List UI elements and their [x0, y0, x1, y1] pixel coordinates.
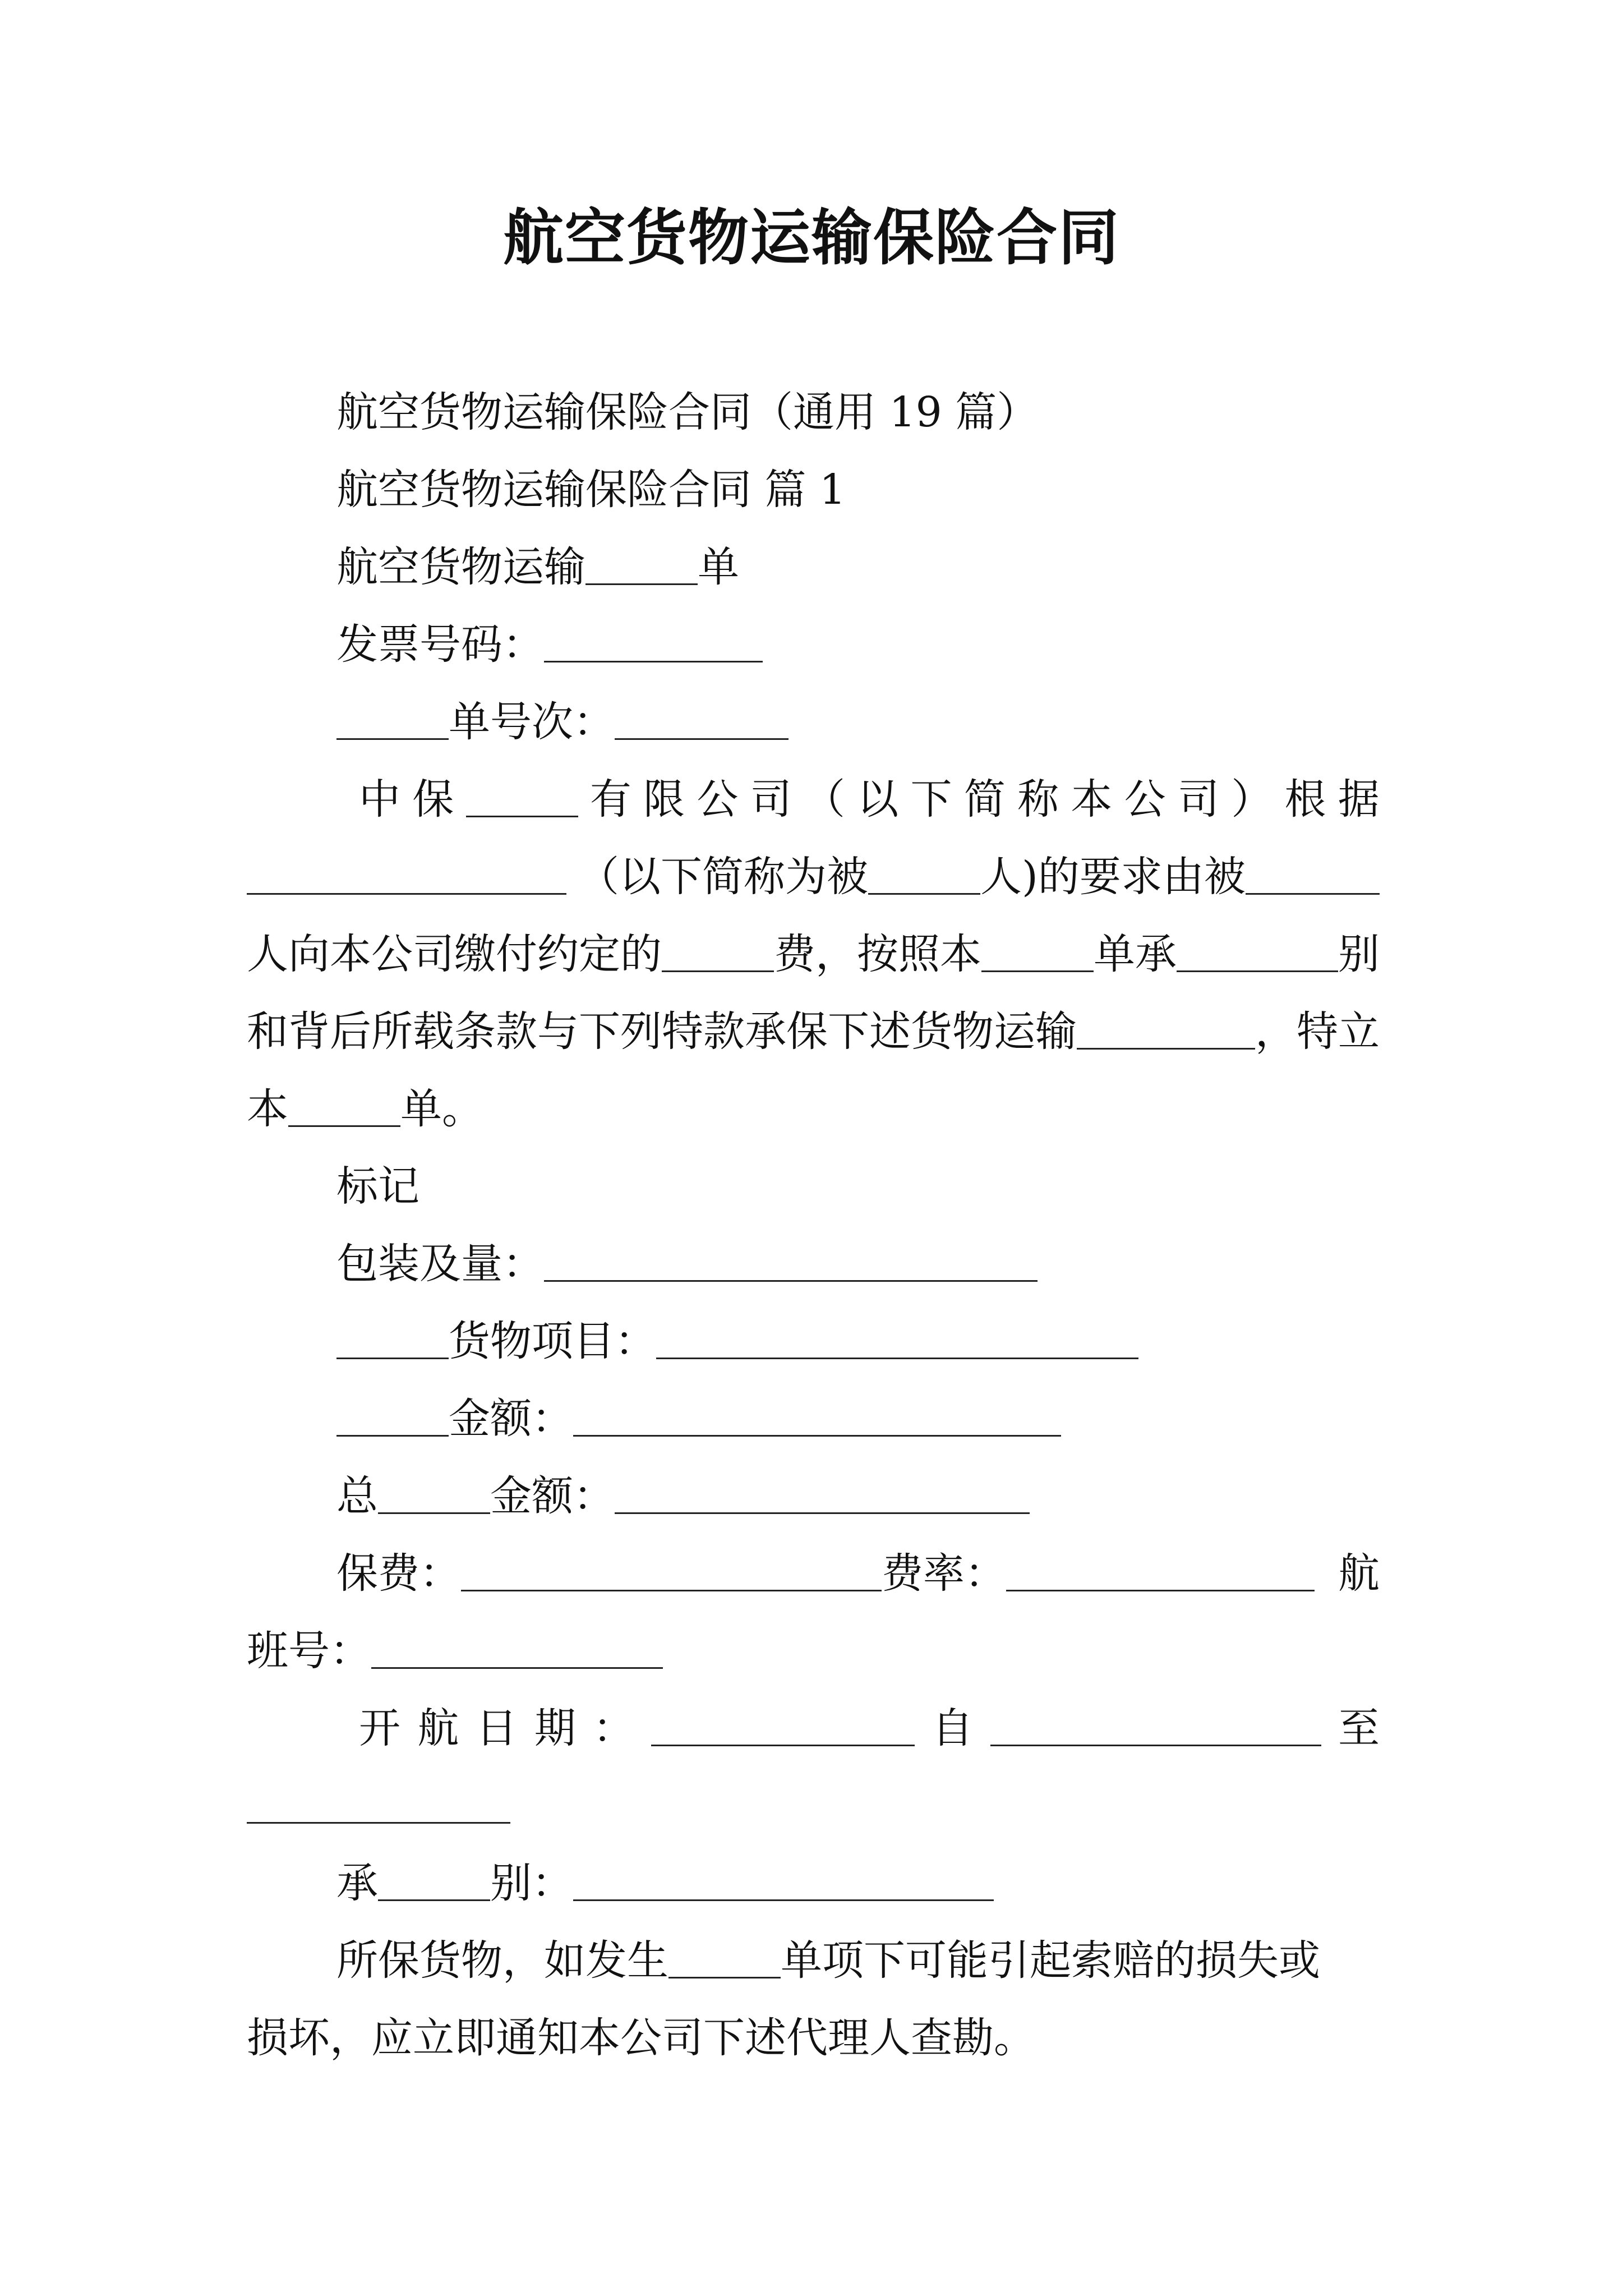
carrier-blank: [573, 1866, 994, 1901]
char: 本: [1071, 775, 1113, 823]
blank-field: [336, 1401, 449, 1437]
blank-field: [1246, 859, 1380, 895]
paragraph-1-line-3: [247, 915, 1380, 993]
char: 自: [932, 1704, 974, 1752]
paragraph-1-line-5: [247, 1070, 1380, 1148]
amount-blank: [573, 1401, 1061, 1437]
blank-field: [1177, 937, 1338, 972]
from-blank: [990, 1711, 1321, 1746]
blank-field: [378, 1866, 490, 1901]
rate-label: 费率：: [882, 1549, 1006, 1598]
invoice-line: [247, 605, 1380, 684]
char: 日: [476, 1704, 518, 1752]
char: 简: [963, 775, 1006, 823]
document-title: 航空货物运输保险合同: [502, 203, 1120, 273]
text-segment: 单。: [400, 1085, 483, 1133]
packing-label: 包装及量：: [336, 1240, 544, 1288]
order-number-label: 单号次：: [449, 698, 615, 746]
to-blank: [247, 1788, 510, 1824]
blank-field: [1077, 1014, 1255, 1050]
text-segment: 承: [336, 1859, 378, 1907]
text-segment: 人向本公司缴付约定的: [247, 930, 662, 978]
paragraph-1-line-1: [359, 760, 1380, 839]
text-segment: 总: [336, 1472, 378, 1520]
char: 称: [1017, 775, 1059, 823]
total-amount-line: [247, 1457, 1380, 1535]
char: 航: [417, 1704, 459, 1752]
waybill-line: [247, 528, 1380, 606]
blank-field: [585, 550, 698, 585]
invoice-blank: [544, 627, 763, 662]
carrier-label: 别：: [490, 1859, 573, 1907]
text-segment: 和背后所载条款与下列特款承保下述货物运输: [247, 1007, 1077, 1056]
packing-blank: [544, 1246, 1038, 1282]
blank-field: [336, 705, 449, 740]
flight-number-line: [247, 1612, 1380, 1690]
document-subtitle: 航空货物运输保险合同（通用 19 篇）: [336, 388, 1039, 436]
char: 司: [1177, 775, 1219, 823]
total-amount-label: 金额：: [490, 1472, 615, 1520]
departure-date-blank: [651, 1711, 915, 1746]
paragraph-2-line-1: [247, 1921, 1380, 2000]
text-segment: 单项下可能引起索赔的损失或: [781, 1936, 1320, 1985]
char: 司: [750, 775, 792, 823]
char: 至: [1338, 1704, 1380, 1752]
char: 公: [697, 775, 739, 823]
amount-label: 金额：: [449, 1395, 573, 1443]
blank-field: [466, 782, 578, 817]
blank-field: [288, 1092, 400, 1127]
char: 限: [643, 775, 685, 823]
text-segment: 本: [247, 1085, 288, 1133]
blank-field: [247, 859, 566, 895]
char: ：: [593, 1704, 634, 1752]
amount-line: [247, 1379, 1380, 1458]
departure-date-line: [359, 1689, 1380, 1768]
char: 公: [1124, 775, 1166, 823]
premium-label: 保费：: [336, 1549, 461, 1598]
marks-label: 标记: [336, 1162, 419, 1211]
char: 开: [359, 1704, 400, 1752]
text-segment: 别: [1338, 930, 1380, 978]
blank-field: [868, 859, 980, 895]
packing-line: [247, 1225, 1380, 1303]
char: （: [803, 775, 845, 823]
flight-number-blank: [371, 1634, 663, 1669]
waybill-label: 航空货物运输: [336, 543, 585, 591]
blank-field: [662, 937, 774, 972]
text-segment: 航: [1338, 1549, 1380, 1598]
section-heading: 航空货物运输保险合同 篇 1: [336, 466, 846, 514]
text-segment: 单承: [1094, 930, 1177, 978]
premium-blank: [461, 1556, 882, 1591]
char: 下: [910, 775, 952, 823]
char: 有: [589, 775, 631, 823]
char: 根: [1284, 775, 1326, 823]
invoice-label: 发票号码：: [336, 620, 544, 669]
order-number-blank: [615, 705, 789, 740]
char: ）: [1231, 775, 1273, 823]
cargo-item-label: 货物项目：: [449, 1317, 656, 1365]
char: 中: [359, 775, 400, 823]
blank-field: [981, 937, 1094, 972]
paragraph-1-line-4: [247, 992, 1380, 1071]
blank-field: [378, 1479, 490, 1514]
waybill-suffix: 单: [698, 543, 739, 591]
paragraph-1-line-2: [247, 838, 1380, 916]
total-amount-blank: [615, 1479, 1030, 1514]
flight-number-label: 班号：: [247, 1627, 371, 1675]
char: 保: [412, 775, 454, 823]
text-segment: （以下简称为被: [578, 853, 868, 901]
cargo-item-line: [247, 1302, 1380, 1381]
text-segment: 费，按照本: [774, 930, 981, 978]
premium-line: [247, 1534, 1380, 1613]
blank-field: [668, 1943, 781, 1978]
order-number-line: [247, 683, 1380, 761]
char: 以: [857, 775, 899, 823]
text-segment: 所保货物，如发生: [336, 1936, 668, 1985]
to-continuation-line: [247, 1766, 1380, 1845]
char: 期: [534, 1704, 576, 1752]
blank-field: [336, 1324, 449, 1359]
rate-blank: [1006, 1556, 1315, 1591]
paragraph-2-line-2: 损坏，应立即通知本公司下述代理人查勘。: [247, 2014, 1035, 2062]
cargo-item-blank: [656, 1324, 1138, 1359]
text-segment: ，特立: [1255, 1007, 1380, 1056]
carrier-line: [247, 1844, 1380, 1922]
text-segment: 人)的要求由被: [980, 853, 1246, 901]
char: 据: [1338, 775, 1380, 823]
